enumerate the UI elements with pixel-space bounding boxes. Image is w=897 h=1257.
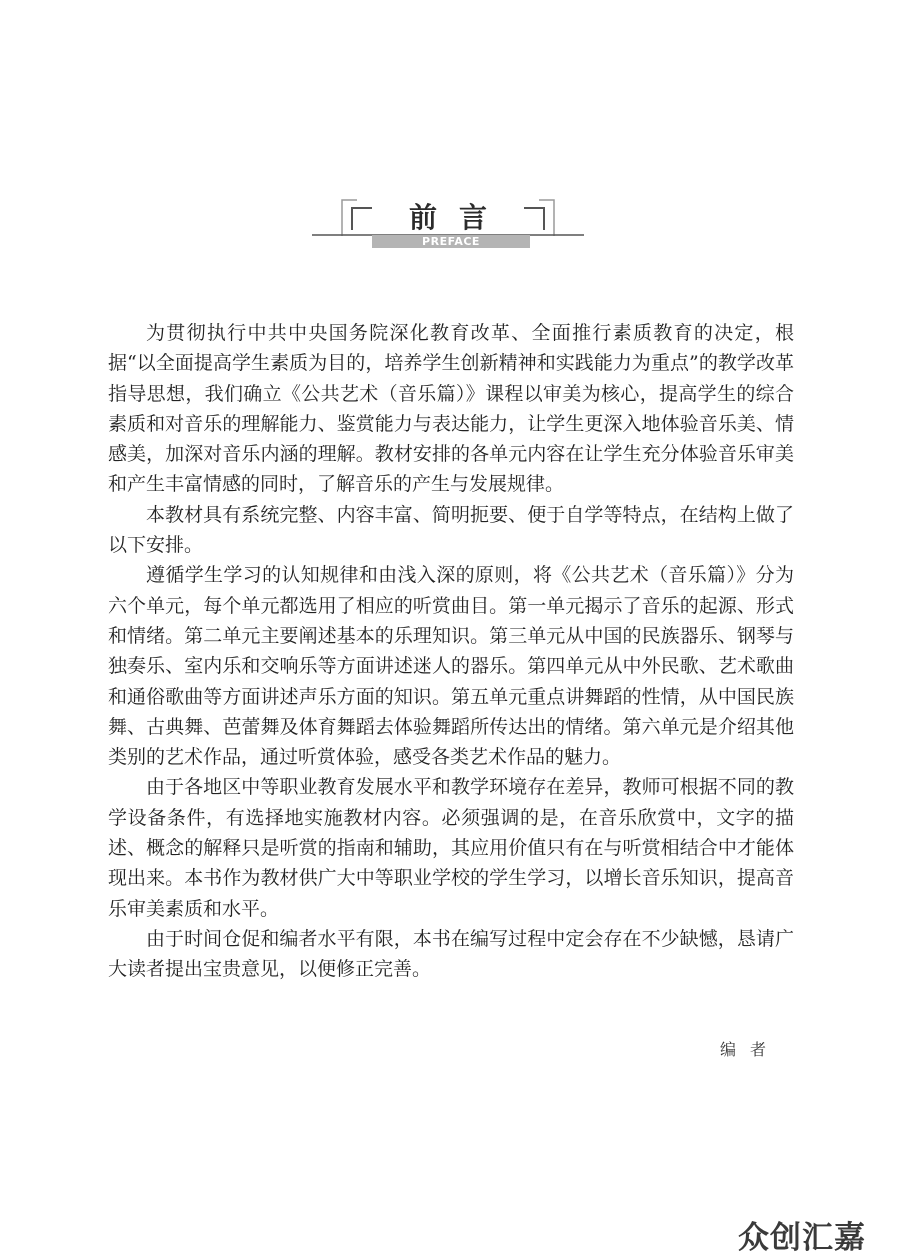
paragraph: 本教材具有系统完整、内容丰富、简明扼要、便于自学等特点，在结构上做了以下安排。 bbox=[108, 503, 794, 557]
preface-header bbox=[312, 192, 584, 254]
preface-body bbox=[108, 318, 794, 985]
paragraph: 由于各地区中等职业教育发展水平和教学环境存在差异，教师可根据不同的教学设备条件，有选择地实施教材内容。必须强调的是，在音乐欣赏中，文字的描述、概念的解释只是听赏的指南和辅助，其应用价值只有在与听赏相结合中才能体现出来。本书作为教材供广大中等职业学校的学生学习，以增长音乐知识，提高音乐审美素质和水平。 bbox=[108, 776, 794, 920]
paragraph: 由于时间仓促和编者水平有限，本书在编写过程中定会存在不少缺憾，恳请广大读者提出宝贵意见，以便修正完善。 bbox=[108, 927, 794, 981]
page-title: 前言 bbox=[408, 201, 509, 234]
watermark-logo: 众创汇嘉 bbox=[738, 1220, 866, 1256]
paragraph: 遵循学生学习的认知规律和由浅入深的原则，将《公共艺术（音乐篇）》分为六个单元，每个单元都选用了相应的听赏曲目。第一单元揭示了音乐的起源、形式和情绪。第二单元主要阐述基本的乐理知识。第三单元从中国的民族器乐、钢琴与独奏乐、室内乐和交响乐等方面讲述迷人的器乐。第四单元从中外民歌、艺术歌曲和通俗歌曲等方面讲述声乐方面的知识。第五单元重点讲舞蹈的性情，从中国民族舞、古典舞、芭蕾舞及体育舞蹈去体验舞蹈所传达出的情绪。第六单元是介绍其他类别的艺术作品，通过听赏体验，感受各类艺术作品的魅力。 bbox=[108, 564, 794, 769]
page-subtitle: PREFACE bbox=[372, 235, 530, 248]
paragraph: 为贯彻执行中共中央国务院深化教育改革、全面推行素质教育的决定，根据“以全面提高学生素质为目的，培养学生创新精神和实践能力为重点”的教学改革指导思想，我们确立《公共艺术（音乐篇）》课程以审美为核心，提高学生的综合素质和对音乐的理解能力、鉴赏能力与表达能力，让学生更深入地体验音乐美、情感美，加深对音乐内涵的理解。教材安排的各单元内容在让学生充分体验音乐审美和产生丰富情感的同时，了解音乐的产生与发展规律。 bbox=[108, 322, 794, 496]
author-signature: 编者 bbox=[720, 1040, 781, 1059]
